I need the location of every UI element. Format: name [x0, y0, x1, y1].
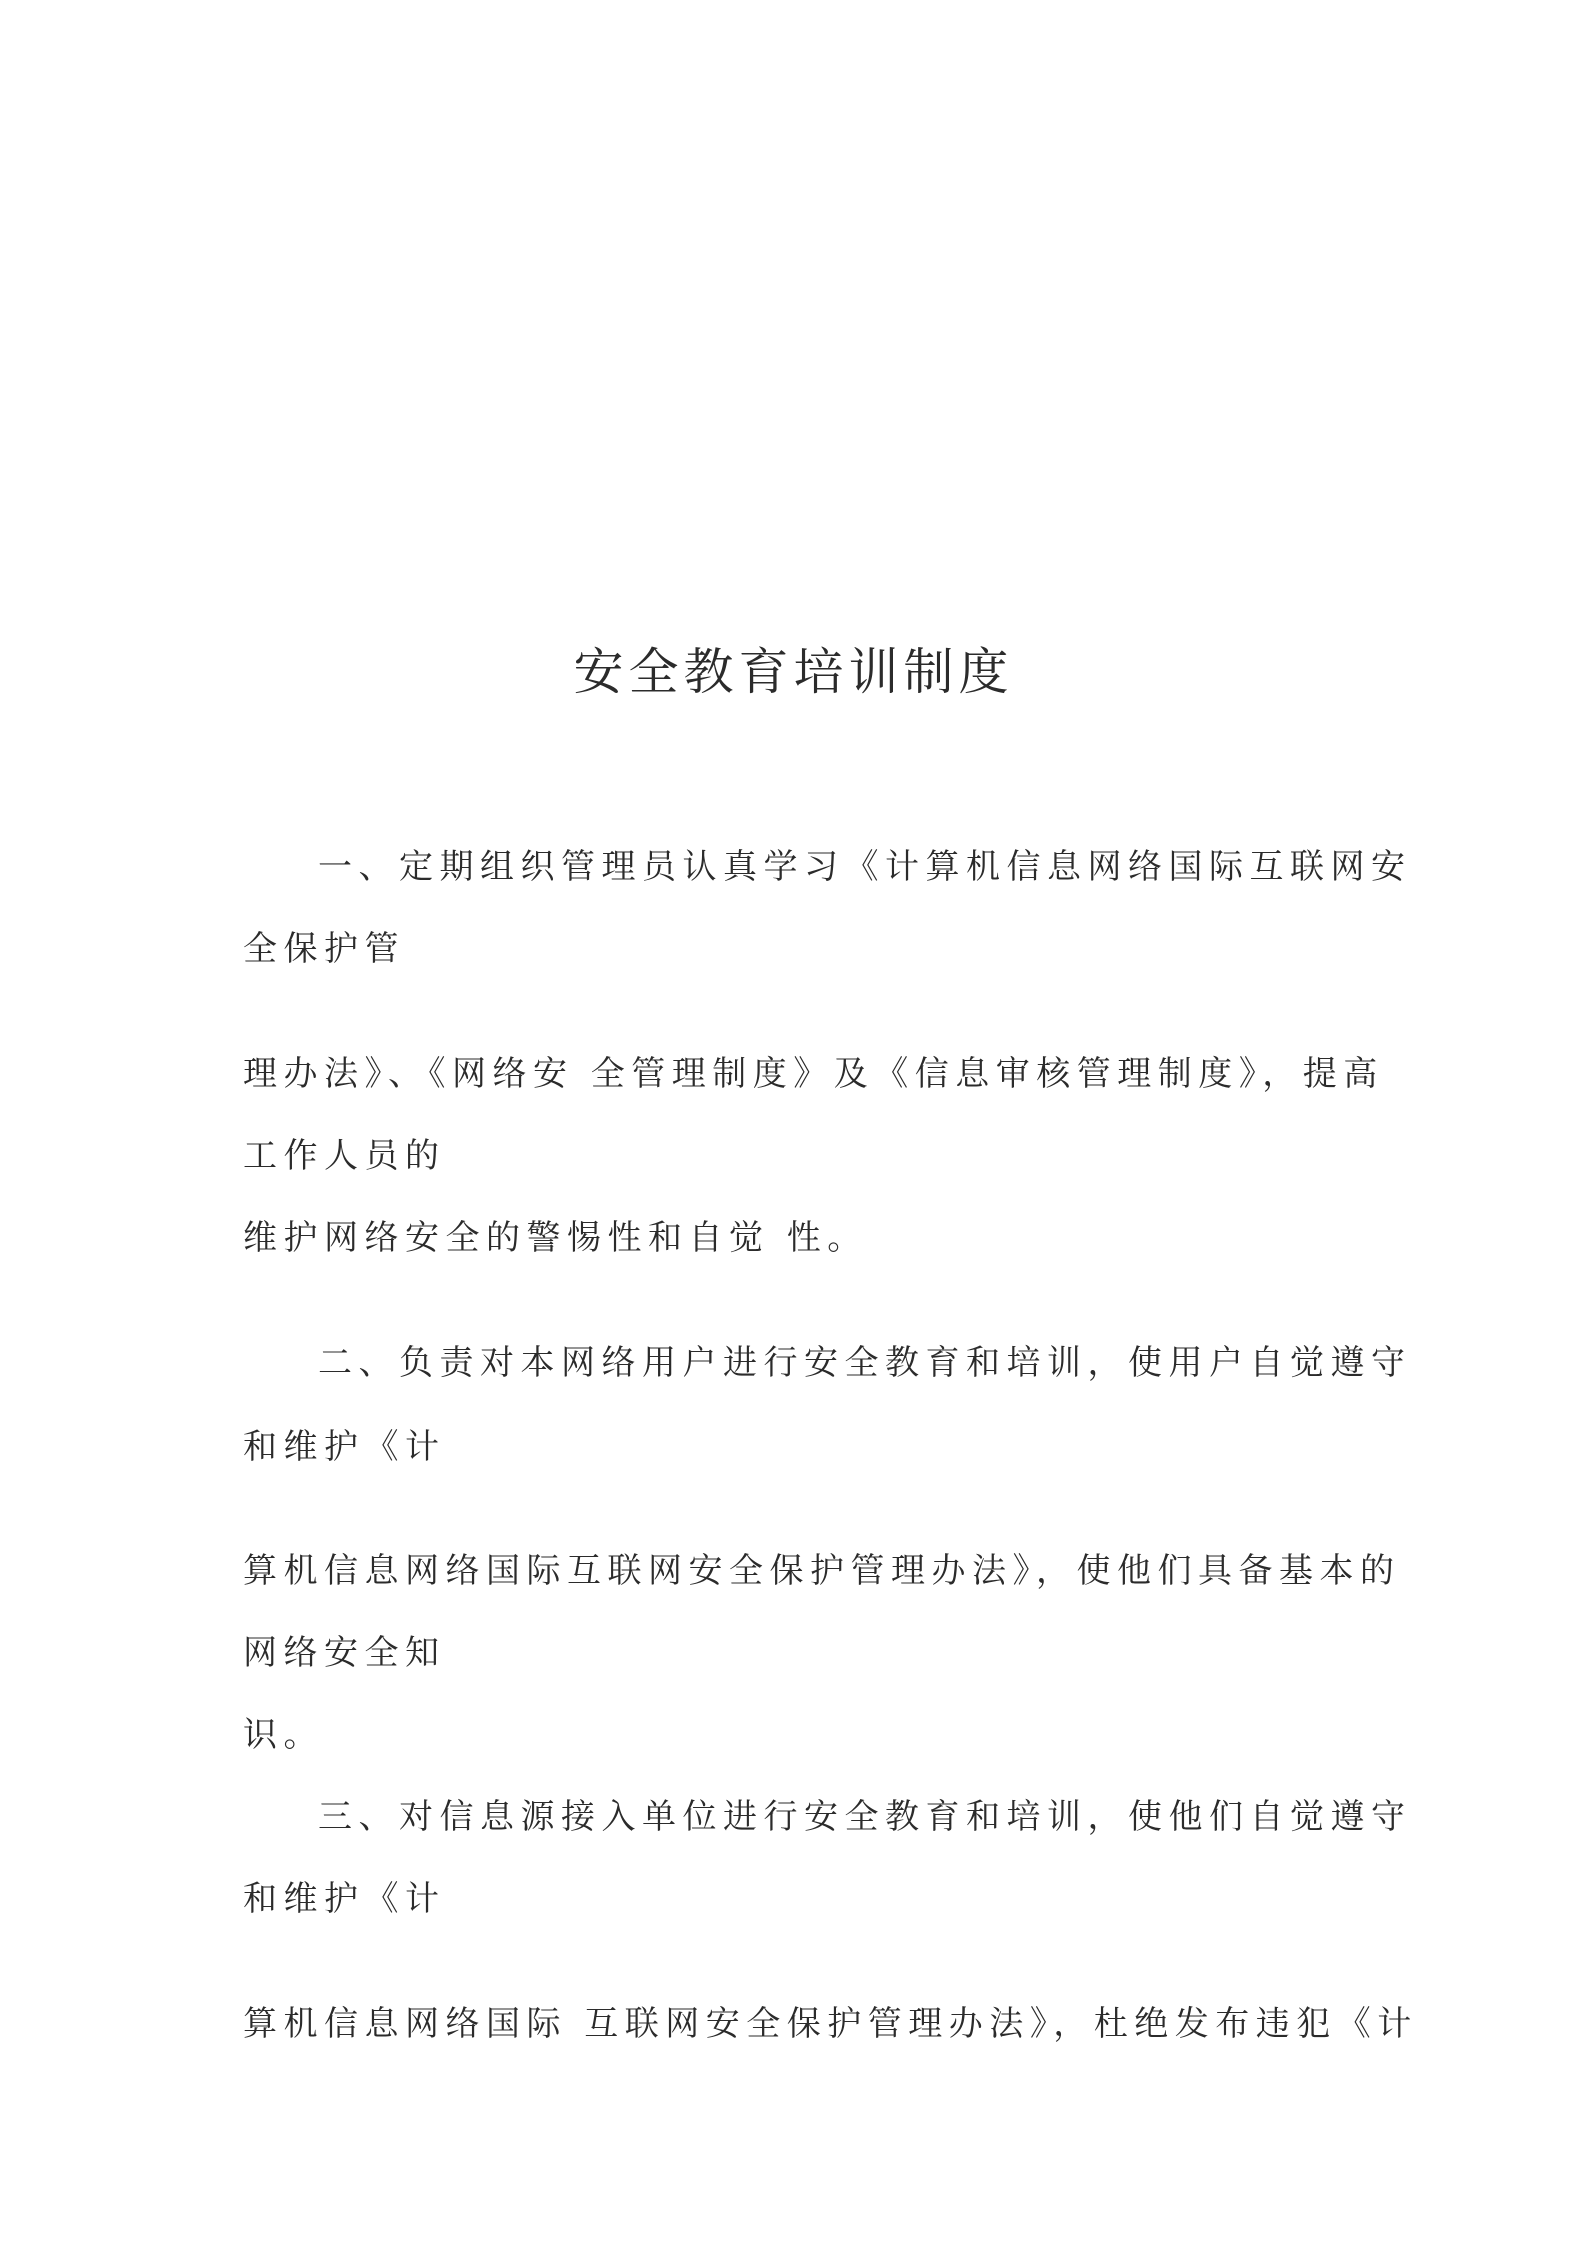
paragraph-2-line-4: 网络安全知 [243, 1633, 446, 1673]
paragraph-2-line-3: 算机信息网络国际互联网安全保护管理办法》，使他们具备基本的 [243, 1551, 1401, 1591]
paragraph-1-line-2: 全保护管 [243, 929, 405, 969]
document-title: 安全教育培训制度 [573, 643, 1014, 701]
paragraph-3-line-1: 三、对信息源接入单位进行安全教育和培训，使他们自觉遵守 [318, 1797, 1412, 1837]
paragraph-1-line-4: 工作人员的 [243, 1136, 446, 1176]
paragraph-2-line-5: 识。 [243, 1715, 324, 1755]
paragraph-2-line-1: 二、负责对本网络用户进行安全教育和培训，使用户自觉遵守 [318, 1343, 1412, 1383]
paragraph-3-line-3: 算机信息网络国际 互联网安全保护管理办法》，杜绝发布违犯《计 [243, 2004, 1418, 2044]
paragraph-3-line-2: 和维护《计 [243, 1879, 446, 1919]
paragraph-2-line-2: 和维护《计 [243, 1427, 446, 1467]
paragraph-1-line-5: 维护网络安全的警惕性和自觉 性。 [243, 1218, 868, 1258]
paragraph-1-line-1: 一、定期组织管理员认真学习《计算机信息网络国际互联网安 [318, 847, 1412, 887]
paragraph-1-line-3: 理办法》、《网络安 全管理制度》及《信息审核管理制度》，提高 [243, 1054, 1384, 1094]
